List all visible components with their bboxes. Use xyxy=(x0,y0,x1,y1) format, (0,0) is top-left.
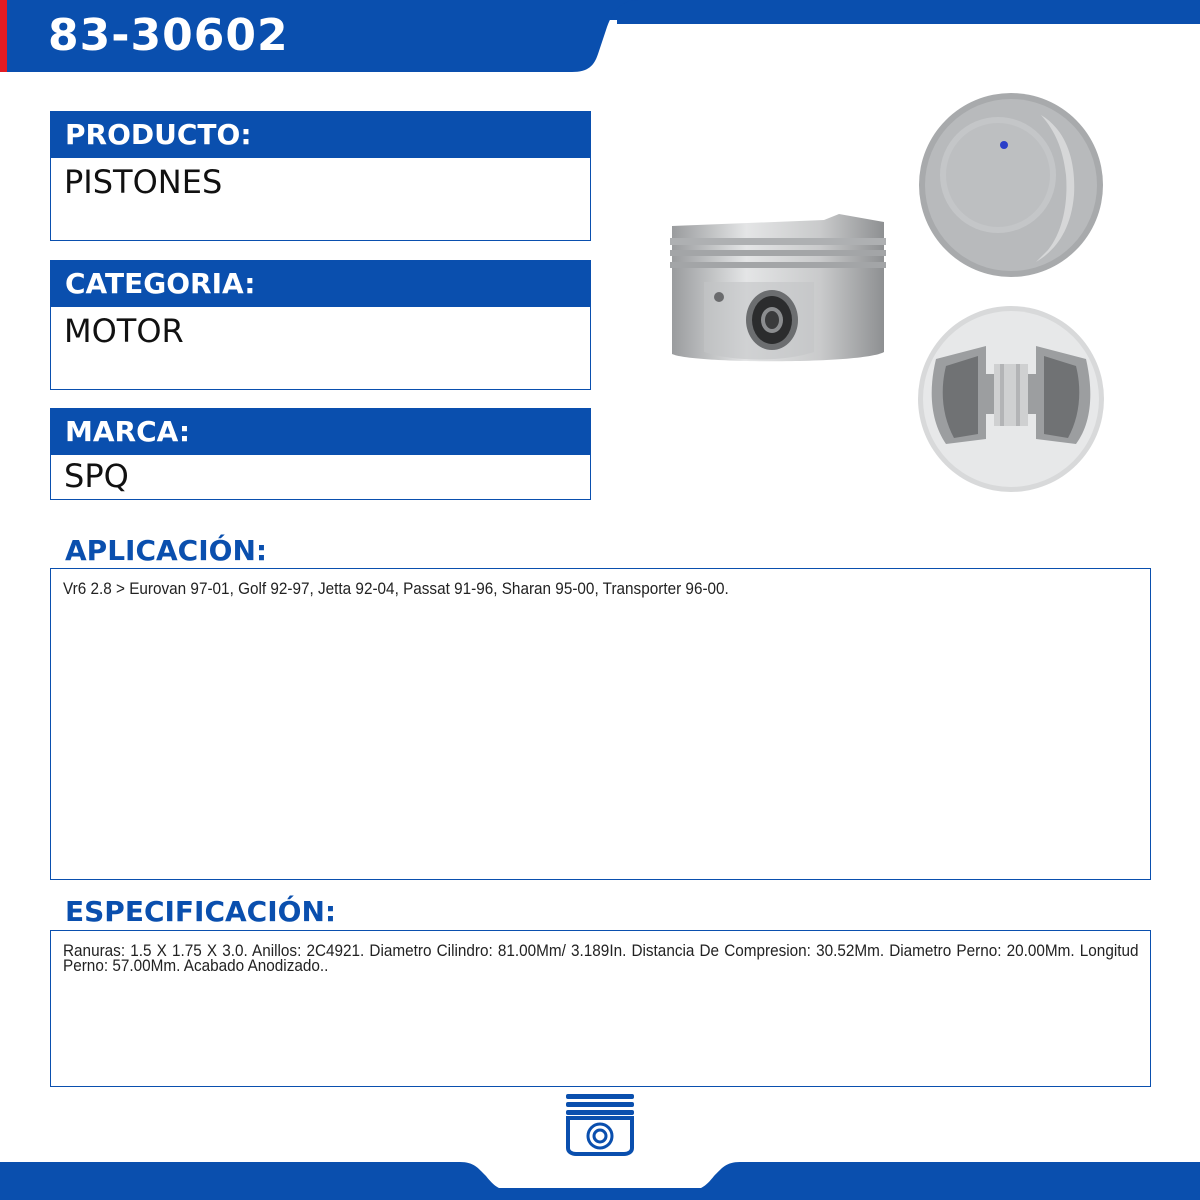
piston-bottom-image xyxy=(916,304,1106,494)
producto-value: PISTONES xyxy=(64,163,223,201)
categoria-label: CATEGORIA: xyxy=(51,261,590,307)
marca-value: SPQ xyxy=(64,457,129,495)
piston-side-image xyxy=(664,212,890,380)
part-number-title: 83-30602 xyxy=(48,10,289,61)
producto-field xyxy=(50,111,591,241)
especificacion-title: ESPECIFICACIÓN: xyxy=(65,895,337,928)
especificacion-text: Ranuras: 1.5 X 1.75 X 3.0. Anillos: 2C4921. Diametro Cilindro: 81.00Mm/ 3.189In. Distancia De Compresion: 30.52Mm. Diametro Perno: 20.00Mm. Longitud Perno: 57.00Mm. Acabado Anodizado.. xyxy=(63,941,1139,975)
aplicacion-text: Vr6 2.8 > Eurovan 97-01, Golf 92-97, Jetta 92-04, Passat 91-96, Sharan 95-00, Transporter 96-00. xyxy=(63,579,729,598)
marca-label: MARCA: xyxy=(51,409,590,455)
aplicacion-title: APLICACIÓN: xyxy=(65,534,268,567)
especificacion-box xyxy=(50,930,1151,1087)
aplicacion-box xyxy=(50,568,1151,880)
marca-field xyxy=(50,408,591,500)
piston-icon xyxy=(562,1092,638,1158)
piston-top-image xyxy=(916,90,1106,280)
footer-category-label: MOTOR xyxy=(570,1162,630,1178)
categoria-value: MOTOR xyxy=(64,312,184,350)
producto-label: PRODUCTO: xyxy=(51,112,590,158)
categoria-field xyxy=(50,260,591,390)
